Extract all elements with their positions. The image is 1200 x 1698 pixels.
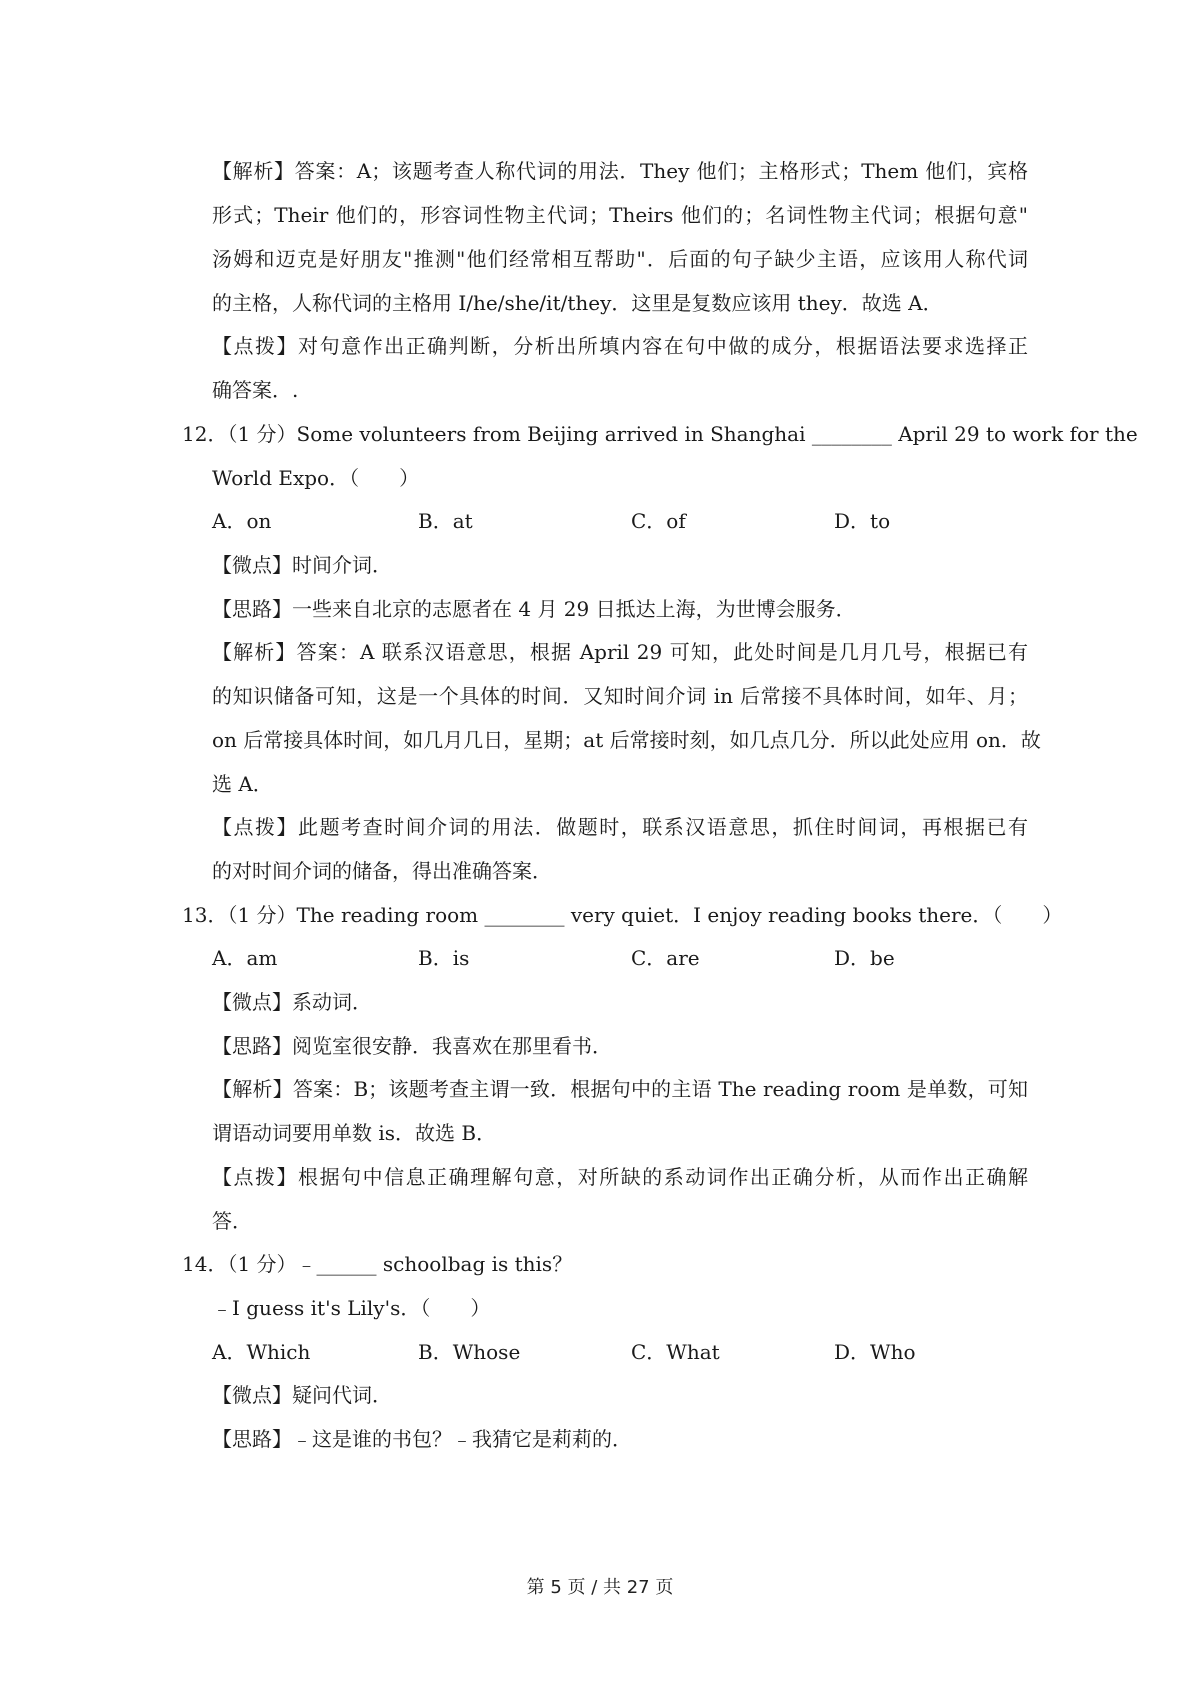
q12-tip-line-2: 的对时间介词的储备，得出准确答案． xyxy=(212,859,552,883)
q13-analysis-line-2: 谓语动词要用单数 is．故选 B． xyxy=(212,1121,497,1145)
q14-key-point: 【微点】疑问代词． xyxy=(212,1383,392,1407)
q12-option-c: C．of xyxy=(631,509,686,533)
q11-analysis-line-2: 形式；Their 他们的，形容词性物主代词；Theirs 他们的；名词性物主代词；根据句意" xyxy=(212,203,1028,227)
q13-stem-line-1: 13．（1 分）The reading room ________ very quiet．I enjoy reading books there．（ ） xyxy=(182,903,1063,927)
q13-analysis-line-1: 【解析】答案：B；该题考查主谓一致．根据句中的主语 The reading room 是单数，可知 xyxy=(212,1077,1028,1101)
q13-option-d: D．be xyxy=(834,946,895,970)
q14-stem-line-1: 14．（1 分）﹣______ schoolbag is this？ xyxy=(182,1252,573,1276)
q12-key-point: 【微点】时间介词． xyxy=(212,553,392,577)
q14-option-c: C．What xyxy=(631,1340,720,1364)
q13-tip-line-2: 答． xyxy=(212,1209,252,1233)
q13-tip-line-1: 【点拨】根据句中信息正确理解句意，对所缺的系动词作出正确分析，从而作出正确解 xyxy=(212,1165,1028,1189)
q14-stem-line-2: ﹣I guess it's Lily's．（ ） xyxy=(212,1296,491,1320)
q12-analysis-line-3: on 后常接具体时间，如几月几日，星期；at 后常接时刻，如几点几分．所以此处应用 on．故 xyxy=(212,728,1041,752)
q14-option-d: D．Who xyxy=(834,1340,916,1364)
q12-option-a: A．on xyxy=(212,509,272,533)
q13-key-point: 【微点】系动词． xyxy=(212,990,372,1014)
q12-tip-line-1: 【点拨】此题考查时间介词的用法．做题时，联系汉语意思，抓住时间词，再根据已有 xyxy=(212,815,1028,839)
q14-option-b: B．Whose xyxy=(418,1340,521,1364)
q11-analysis-line-4: 的主格，人称代词的主格用 I/he/she/it/they．这里是复数应该用 they．故选 A． xyxy=(212,291,943,315)
q13-option-b: B．is xyxy=(418,946,470,970)
q12-stem-line-1: 12．（1 分）Some volunteers from Beijing arrived in Shanghai ________ April 29 to work for the xyxy=(182,422,1138,446)
q11-tip-line-1: 【点拨】对句意作出正确判断，分析出所填内容在句中做的成分，根据语法要求选择正 xyxy=(212,334,1028,358)
q12-analysis-line-1: 【解析】答案：A 联系汉语意思，根据 April 29 可知，此处时间是几月几号，根据已有 xyxy=(212,640,1028,664)
q13-option-c: C．are xyxy=(631,946,700,970)
q13-option-a: A．am xyxy=(212,946,278,970)
q14-approach: 【思路】﹣这是谁的书包？﹣我猜它是莉莉的． xyxy=(212,1427,632,1451)
q11-analysis-line-3: 汤姆和迈克是好朋友"推测"他们经常相互帮助"．后面的句子缺少主语，应该用人称代词 xyxy=(212,247,1028,271)
q12-option-b: B．at xyxy=(418,509,473,533)
q12-stem-line-2: World Expo．（ ） xyxy=(212,466,420,490)
q12-option-d: D．to xyxy=(834,509,891,533)
q11-tip-line-2: 确答案．. xyxy=(212,378,299,402)
page-number-footer: 第 5 页 / 共 27 页 xyxy=(526,1577,674,1598)
q11-analysis-line-1: 【解析】答案：A；该题考查人称代词的用法．They 他们；主格形式；Them 他们，宾格 xyxy=(212,159,1028,183)
q14-option-a: A．Which xyxy=(212,1340,311,1364)
q13-approach: 【思路】阅览室很安静．我喜欢在那里看书． xyxy=(212,1034,612,1058)
q12-analysis-line-4: 选 A． xyxy=(212,772,273,796)
q12-analysis-line-2: 的知识储备可知，这是一个具体的时间．又知时间介词 in 后常接不具体时间，如年、月； xyxy=(212,684,1028,708)
q12-approach: 【思路】一些来自北京的志愿者在 4 月 29 日抵达上海，为世博会服务． xyxy=(212,597,856,621)
